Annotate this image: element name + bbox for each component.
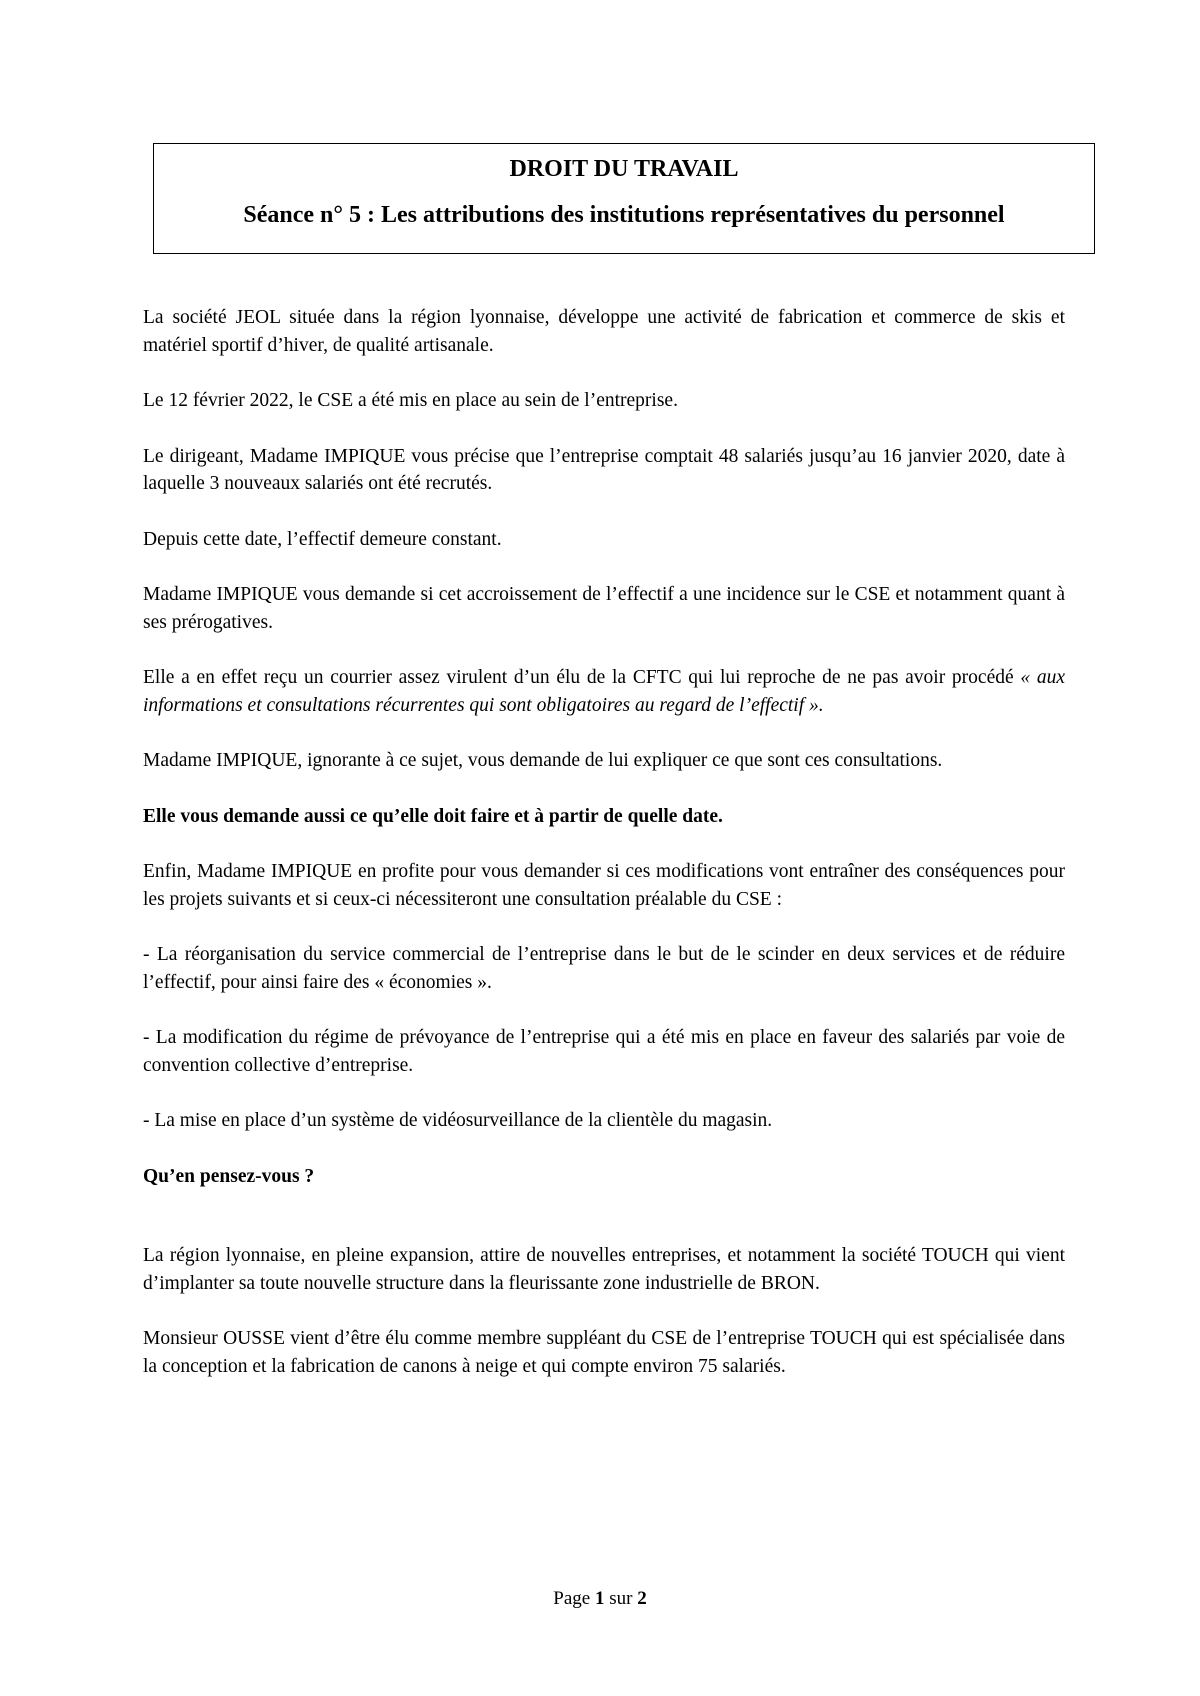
page-separator: sur	[609, 1588, 633, 1609]
case1-paragraph-question-cse: Madame IMPIQUE vous demande si cet accroissement de l’effectif a une incidence sur le CSE et notamment quant à ses prérogatives.	[143, 584, 1065, 633]
document-body	[143, 304, 1065, 1408]
case1-paragraph-explain: Madame IMPIQUE, ignorante à ce sujet, vous demande de lui expliquer ce que sont ces consultations.	[143, 750, 943, 771]
project-item-videosurveillance: - La mise en place d’un système de vidéosurveillance de la clientèle du magasin.	[143, 1110, 773, 1131]
case1-paragraph-company: La société JEOL située dans la région lyonnaise, développe une activité de fabrication et commerce de skis et matériel sportif d’hiver, de qualité artisanale.	[143, 307, 1065, 356]
page-label: Page	[553, 1588, 591, 1609]
project-item-prevoyance: - La modification du régime de prévoyance de l’entreprise qui a été mis en place en faveur des salariés par voie de convention collective d’entreprise.	[143, 1027, 1065, 1076]
case1-paragraph-what-to-do: Elle vous demande aussi ce qu’elle doit faire et à partir de quelle date.	[143, 805, 723, 827]
project-item-reorganisation: - La réorganisation du service commercial de l’entreprise dans le but de le scinder en deux services et de réduire l’effectif, pour ainsi faire des « économies ».	[143, 944, 1065, 993]
session-subtitle: Séance n° 5 : Les attributions des institutions représentatives du personnel	[243, 202, 1005, 228]
case2-paragraph-region: La région lyonnaise, en pleine expansion, attire de nouvelles entreprises, et notamment la société TOUCH qui vient d’implanter sa toute nouvelle structure dans la fleurissante zone industrielle de BRON.	[143, 1245, 1065, 1294]
document-title: DROIT DU TRAVAIL	[509, 156, 739, 182]
title-box	[153, 143, 1095, 254]
page-number: 1	[594, 1588, 605, 1609]
case2-paragraph-ousse: Monsieur OUSSE vient d’être élu comme membre suppléant du CSE de l’entreprise TOUCH qui est spécialisée dans la conception et la fabrication de canons à neige et qui compte environ 75 salariés.	[143, 1328, 1065, 1377]
case1-question: Qu’en pensez-vous ?	[143, 1165, 315, 1187]
case1-paragraph-letter	[143, 664, 1065, 719]
letter-quote: « aux informations et consultations récurrentes qui sont obligatoires au regard de l’effectif ».	[143, 667, 1066, 716]
case1-paragraph-headcount: Le dirigeant, Madame IMPIQUE vous précise que l’entreprise comptait 48 salariés jusqu’au 16 janvier 2020, date à laquelle 3 nouveaux salariés ont été recrutés.	[143, 445, 1065, 494]
page-footer	[0, 1587, 1200, 1611]
case1-paragraph-constant: Depuis cette date, l’effectif demeure constant.	[143, 528, 502, 550]
case1-paragraph-projects: Enfin, Madame IMPIQUE en profite pour vous demander si ces modifications vont entraîner des conséquences pour les projets suivants et si ceux-ci nécessiteront une consultation préalable du CSE :	[143, 861, 1065, 910]
case1-paragraph-cse-date: Le 12 février 2022, le CSE a été mis en place au sein de l’entreprise.	[143, 390, 678, 411]
letter-text: Elle a en effet reçu un courrier assez virulent d’un élu de la CFTC qui lui reproche de ne pas avoir procédé	[143, 667, 1021, 688]
page-total: 2	[637, 1588, 647, 1609]
